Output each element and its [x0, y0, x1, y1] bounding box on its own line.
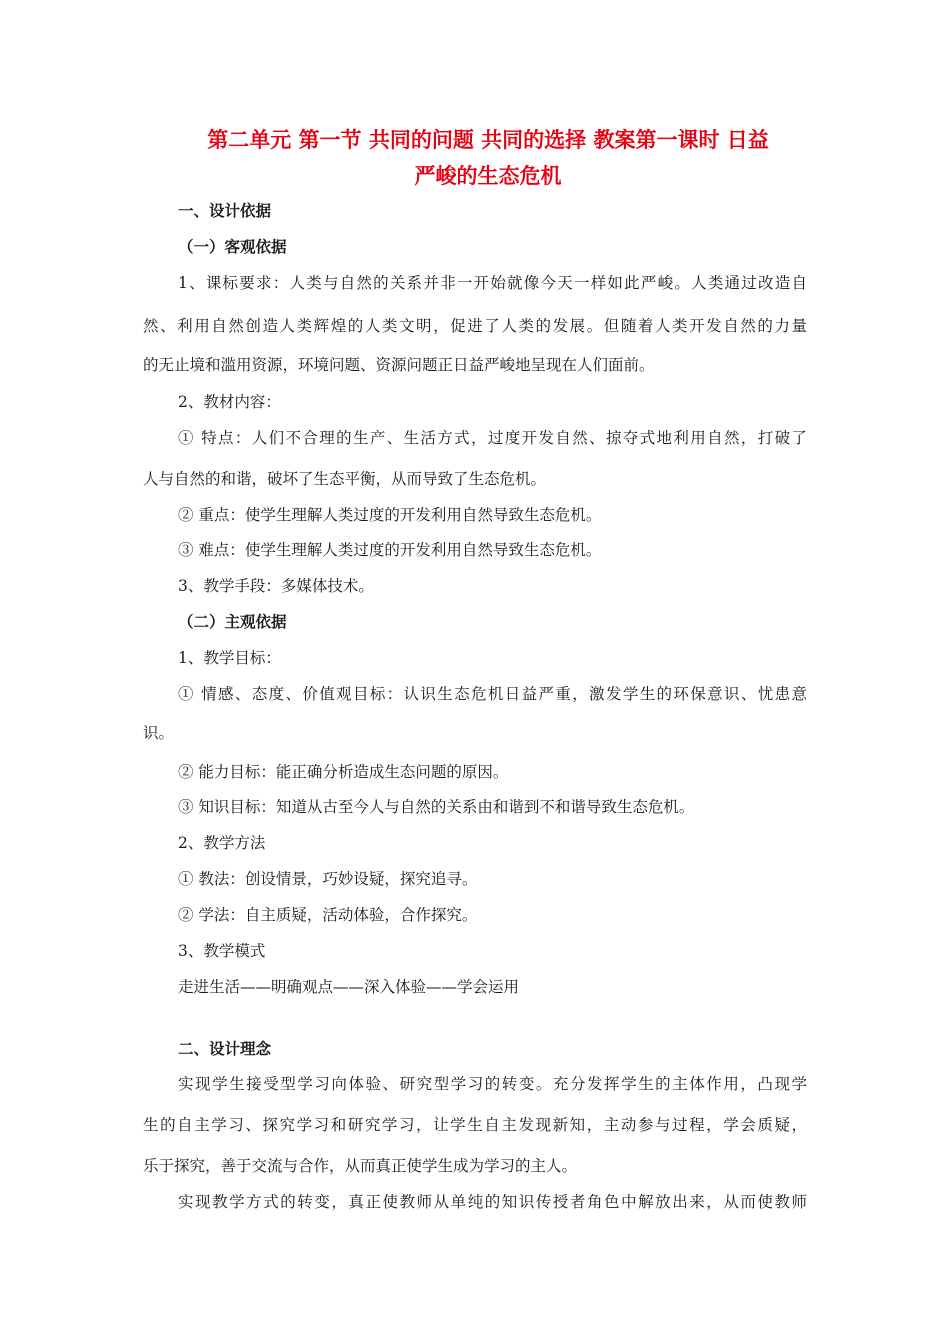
paragraph-line: ① 教法：创设情景，巧妙设疑，探究追寻。	[178, 870, 478, 888]
paragraph-line: 1、课标要求：人类与自然的关系并非一开始就像今天一样如此严峻。人类通过改造自	[178, 274, 807, 292]
paragraph-line: 的无止境和滥用资源，环境问题、资源问题正日益严峻地呈现在人们面前。	[143, 356, 655, 374]
paragraph-line: 1、教学目标：	[178, 649, 281, 667]
document-title-line-2: 严峻的生态危机	[414, 163, 562, 188]
paragraph-line: ③ 难点：使学生理解人类过度的开发利用自然导致生态危机。	[178, 541, 602, 559]
section-heading: 一、设计依据	[178, 201, 272, 220]
paragraph-line: 2、教材内容：	[178, 393, 281, 411]
paragraph-line: ③ 知识目标：知道从古至今人与自然的关系由和谐到不和谐导致生态危机。	[178, 798, 695, 816]
section-heading: 二、设计理念	[178, 1039, 272, 1058]
paragraph-line: 实现教学方式的转变，真正使教师从单纯的知识传授者角色中解放出来，从而使教师	[178, 1193, 807, 1211]
paragraph-line: 人与自然的和谐，破坏了生态平衡，从而导致了生态危机。	[143, 470, 547, 488]
paragraph-line: 然、利用自然创造人类辉煌的人类文明，促进了人类的发展。但随着人类开发自然的力量	[143, 317, 807, 335]
document-title-line-1: 第二单元 第一节 共同的问题 共同的选择 教案第一课时 日益	[207, 127, 769, 152]
paragraph-line: 3、教学手段：多媒体技术。	[178, 577, 374, 595]
paragraph-line: 3、教学模式	[178, 942, 266, 960]
paragraph-line: ① 情感、态度、价值观目标：认识生态危机日益严重，激发学生的环保意识、忧患意	[178, 685, 807, 703]
paragraph-line: ① 特点：人们不合理的生产、生活方式，过度开发自然、掠夺式地利用自然，打破了	[178, 429, 807, 447]
paragraph-line: 生的自主学习、探究学习和研究学习，让学生自主发现新知，主动参与过程，学会质疑，	[143, 1116, 807, 1134]
paragraph-line: 2、教学方法	[178, 834, 266, 852]
paragraph-line: 识。	[143, 724, 175, 742]
subsection-heading: （二）主观依据	[178, 612, 287, 631]
paragraph-line: 走进生活——明确观点——深入体验——学会运用	[178, 978, 520, 996]
paragraph-line: 实现学生接受型学习向体验、研究型学习的转变。充分发挥学生的主体作用，凸现学	[178, 1075, 807, 1093]
paragraph-line: ② 能力目标：能正确分析造成生态问题的原因。	[178, 763, 509, 781]
subsection-heading: （一）客观依据	[178, 237, 287, 256]
paragraph-line: ② 学法：自主质疑，活动体验，合作探究。	[178, 906, 478, 924]
paragraph-line: ② 重点：使学生理解人类过度的开发利用自然导致生态危机。	[178, 506, 602, 524]
paragraph-line: 乐于探究，善于交流与合作，从而真正使学生成为学习的主人。	[143, 1157, 578, 1175]
